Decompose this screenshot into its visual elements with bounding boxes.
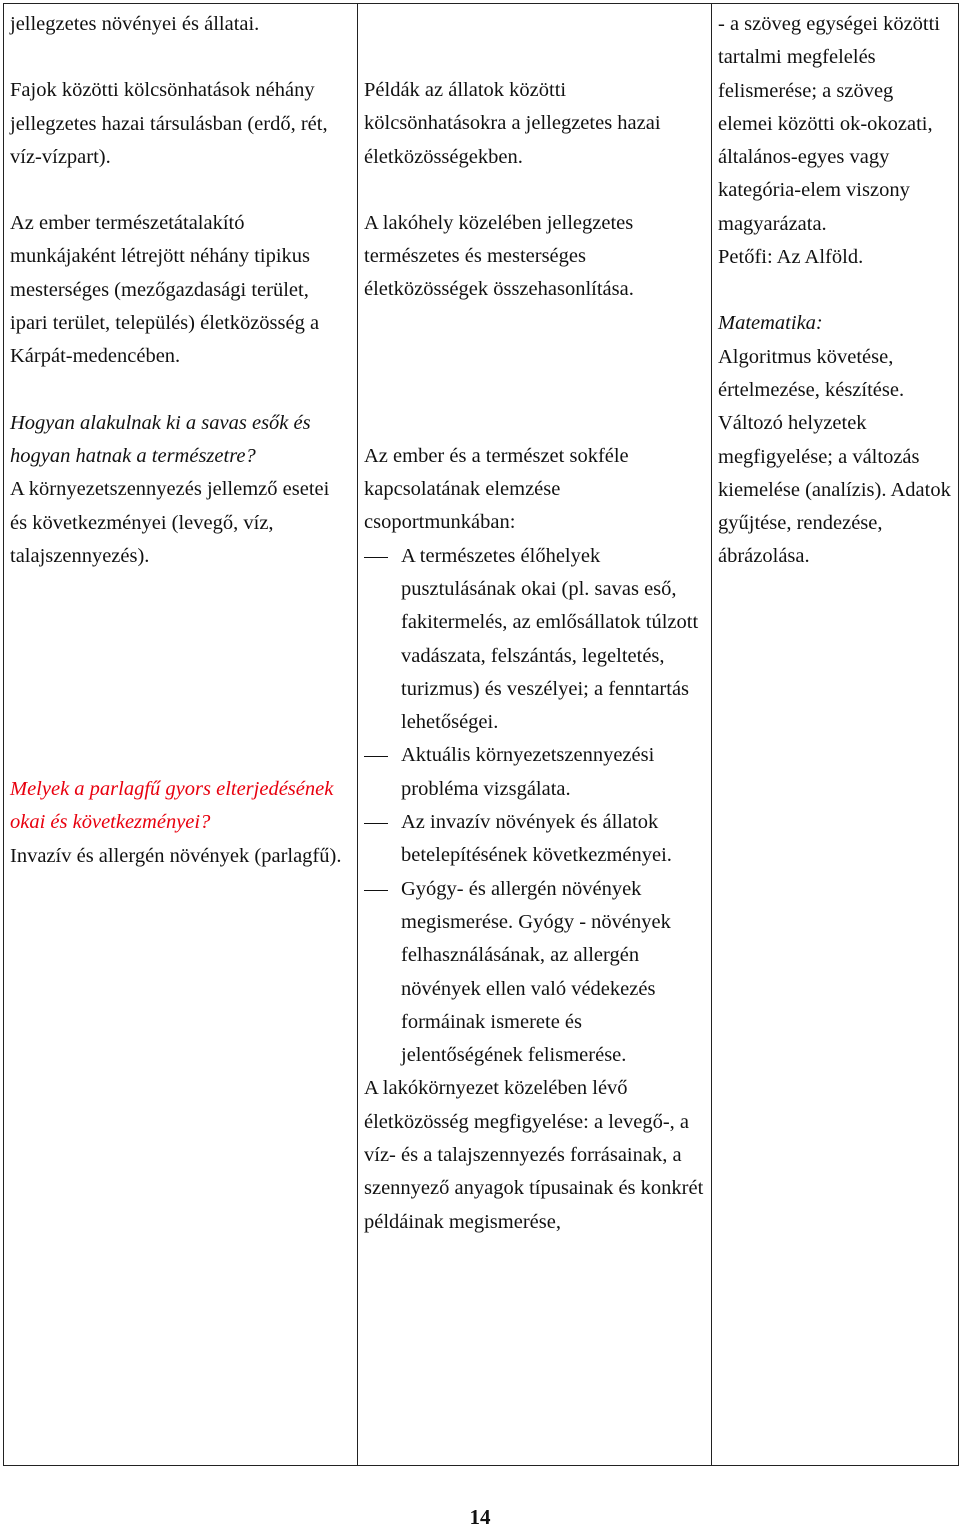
- question-ragweed: Melyek a parlagfű gyors elterjedésének okai és következményei?: [10, 778, 334, 834]
- list-item: A természetes élőhelyek pusztulásának okai (pl. savas eső, fakitermelés, az emlősállatok túlzott vadászata, felszántás, legeltetés, turizmus) és veszélyei; a fenntartás lehetőségei.: [364, 540, 705, 740]
- activity-group-work: Az ember és a természet sokféle kapcsolatának elemzése csoportmunkában:: [364, 444, 629, 534]
- topic-artificial-communities: Az ember természetátalakító munkájaként létrejött néhány tipikus mesterséges (mezőgazdasági terület, ipari terület, település) életközösség a Kárpát-medencében.: [10, 212, 320, 368]
- list-item: Aktuális környezetszennyezési probléma vizsgálata.: [364, 739, 705, 806]
- activity-observation: A lakókörnyezet közelében lévő életközösség megfigyelése: a levegő-, a víz- és a talajszennyezés forrásainak, a szennyező anyagok típusainak és konkrét példáinak megismerése,: [364, 1077, 704, 1233]
- connection-algorithm: Algoritmus követése, értelmezése, készítése.: [718, 345, 905, 401]
- activity-examples: Példák az állatok közötti kölcsönhatásokra a jellegzetes hazai életközösségekben.: [364, 79, 661, 168]
- topic-continuation: jellegzetes növényei és állatai.: [10, 13, 260, 35]
- list-item: Az invazív növények és állatok betelepítésének következményei.: [364, 806, 705, 873]
- subject-label: Matematika:: [718, 312, 823, 335]
- content-column: [4, 4, 358, 1466]
- table-row: [4, 4, 959, 1466]
- connections-column: [712, 4, 959, 1466]
- connection-text-analysis: - a szöveg egységei közötti tartalmi megfelelés felismerése; a szöveg elemei közötti ok-okozati, általános-egyes vagy kategória-elem viszony magyarázata.: [718, 13, 941, 235]
- activity-list: [364, 540, 705, 1073]
- topic-pollution: A környezetszennyezés jellemző esetei és következményei (levegő, víz, talajszennyezés).: [10, 478, 330, 567]
- topic-interactions: Fajok közötti kölcsönhatások néhány jellegzetes hazai társulásban (erdő, rét, víz-vízpart).: [10, 79, 328, 168]
- connection-literature: Petőfi: Az Alföld.: [718, 246, 864, 269]
- page-number: 14: [469, 1505, 491, 1529]
- question-acid-rain: Hogyan alakulnak ki a savas esők és hogyan hatnak a természetre?: [10, 411, 311, 467]
- activity-comparison: A lakóhely közelében jellegzetes természetes és mesterséges életközösségek összehasonlítása.: [364, 211, 634, 301]
- connection-analysis: Változó helyzetek megfigyelése; a változás kiemelése (analízis). Adatok gyűjtése, rendezése, ábrázolása.: [718, 412, 951, 568]
- topic-invasive-plants: Invazív és allergén növények (parlagfű).: [10, 844, 342, 867]
- activities-column: [358, 4, 712, 1466]
- list-item: Gyógy- és allergén növények megismerése. Gyógy - növények felhasználásának, az allergén növények ellen való védekezés formáinak ismerete és jelentőségének felismerése.: [364, 873, 705, 1073]
- curriculum-table: [3, 3, 959, 1466]
